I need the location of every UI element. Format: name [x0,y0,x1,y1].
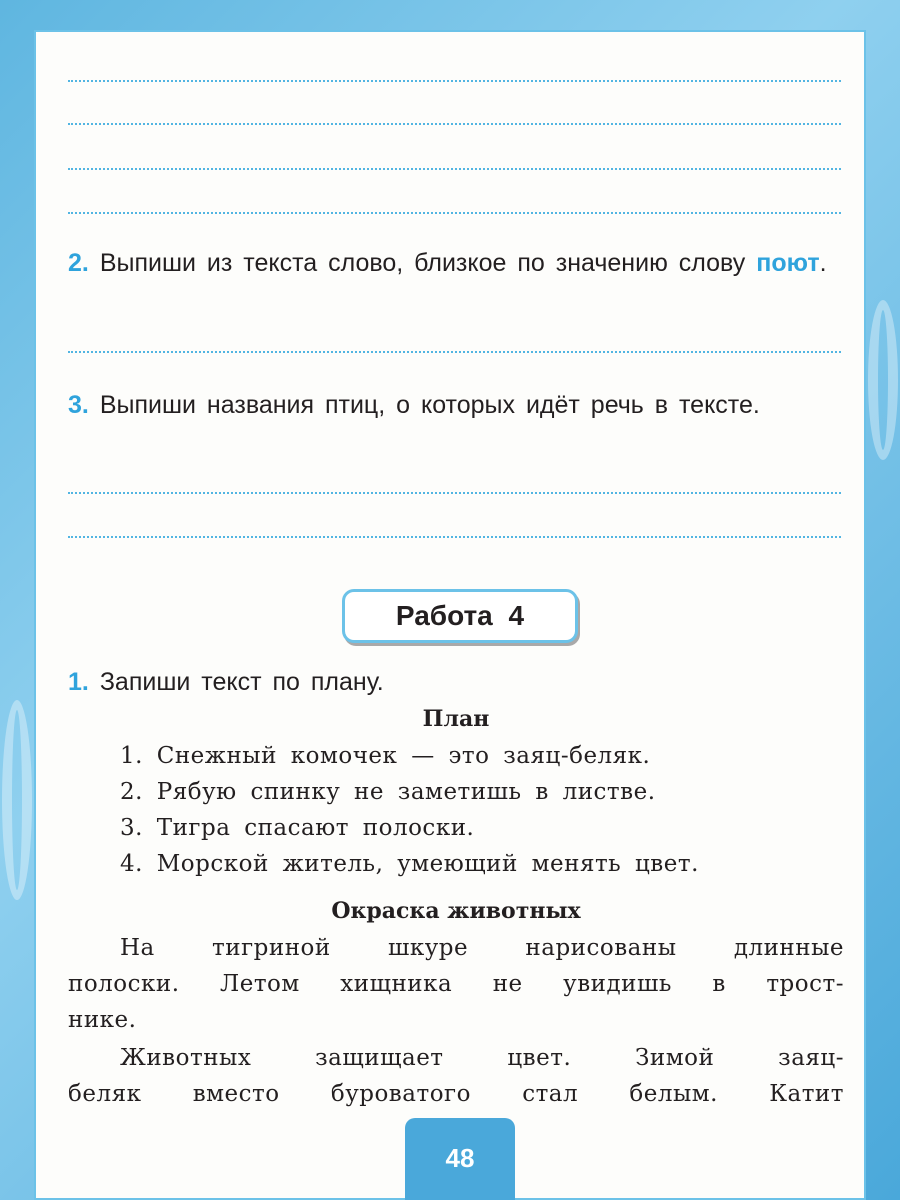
answer-line [68,80,841,82]
task-text: Запиши текст по плану. [99,668,384,696]
answer-line [68,536,841,538]
plan-item: 3. Тигра спасают полоски. [120,815,475,841]
background-swirl [2,700,32,900]
answer-line [68,212,841,214]
answer-line [68,492,841,494]
answer-line [68,123,841,125]
story-line: полоски. Летом хищника не увидишь в трост- [68,971,844,997]
story-line: На тигриной шкуре нарисованы длинные [120,935,844,961]
task-3 [68,387,844,423]
page-number: 48 [405,1118,515,1200]
task-1 [68,664,844,700]
plan-item: 4. Морской житель, умеющий менять цвет. [120,851,699,877]
plan-item: 2. Рябую спинку не заметишь в листве. [120,779,656,805]
task-text: Выпиши из текста слово, близкое по значению слову [99,249,746,277]
answer-line [68,168,841,170]
task-number: 3. [68,391,89,419]
story-line: Животных защищает цвет. Зимой заяц- [120,1045,844,1071]
answer-line [68,351,841,353]
task-2 [68,245,844,281]
story-title: Окраска животных [331,898,581,924]
plan-item: 1. Снежный комочек — это заяц-беляк. [120,743,651,769]
section-title: Работа 4 [342,589,578,643]
task-number: 1. [68,668,89,696]
plan-title: План [422,706,490,732]
punctuation: . [819,249,827,277]
story-line: беляк вместо буроватого стал белым. Катит [68,1081,844,1107]
background-swirl [868,300,898,460]
task-text: Выпиши названия птиц, о которых идёт речь в тексте. [99,391,760,419]
highlight-word: поют [756,249,820,277]
story-line: нике. [68,1007,137,1033]
task-number: 2. [68,249,89,277]
